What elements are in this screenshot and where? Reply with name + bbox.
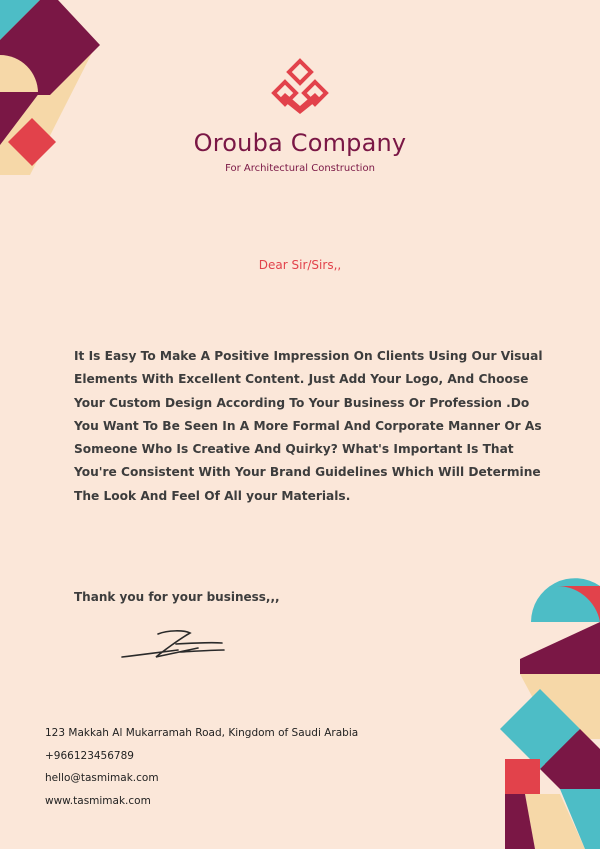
phone: +966123456789 (45, 749, 134, 762)
company-name: Orouba Company (193, 129, 407, 157)
closing-line: Thank you for your business,,, (74, 590, 280, 604)
greeting: Dear Sir/Sirs,, (258, 258, 342, 272)
signature (118, 622, 228, 664)
company-tagline: For Architectural Construction (225, 163, 375, 174)
company-logo-icon (270, 58, 330, 116)
email[interactable]: hello@tasmimak.com (45, 772, 159, 784)
bottom-right-decoration (495, 564, 600, 849)
letter-body: It Is Easy To Make A Positive Impression On Clients Using Our Visual Elements With Excellent Content. Just Add Your Logo, And Choose Your Custom Design According To Your Business Or Profession .Do You Want To Be Seen In A More Formal And Corporate Manner Or As Someone Who Is Creative And Quirky? What's Important Is That You're Consistent With Your Brand Guidelines Which Will Determine The Look And Feel Of All your Materials. (74, 349, 543, 503)
website[interactable]: www.tasmimak.com (45, 794, 151, 807)
address: 123 Makkah Al Mukarramah Road, Kingdom of Saudi Arabia (45, 727, 359, 739)
contact-info (45, 722, 358, 812)
